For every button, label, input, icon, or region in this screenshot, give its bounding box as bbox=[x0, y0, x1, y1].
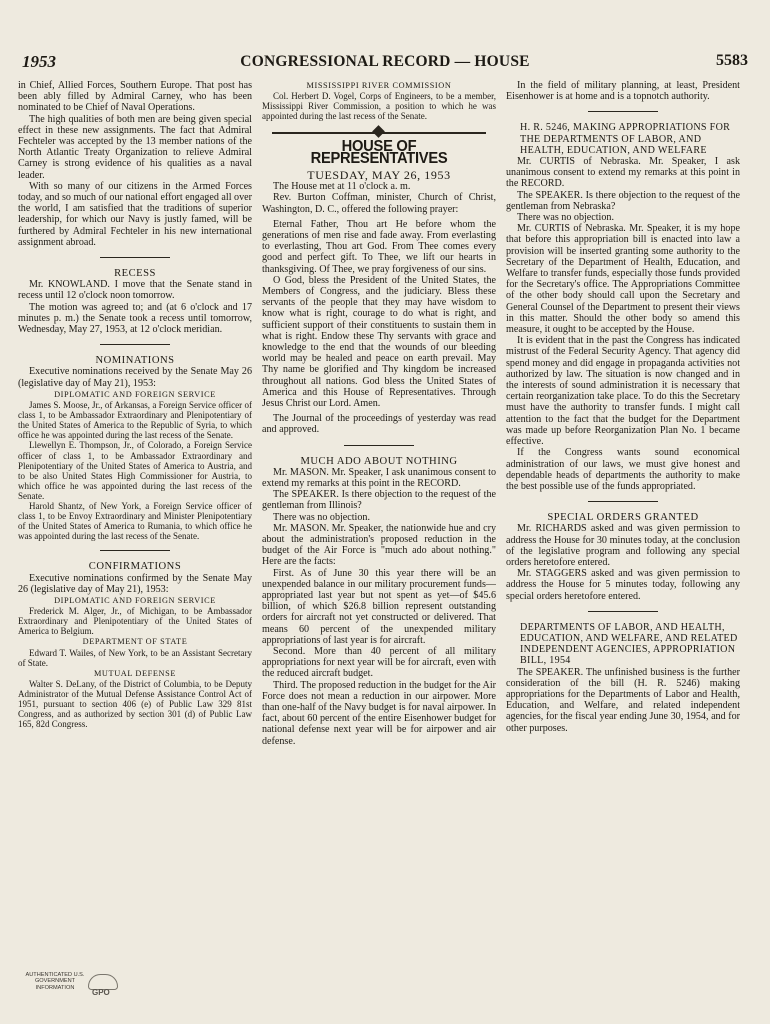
section-heading-departments-bill: DEPARTMENTS OF LABOR, AND HEALTH, EDUCATION, AND WELFARE, AND RELATED INDEPENDENT AGENCIES, APPROPRIATION BILL, 1954 bbox=[520, 621, 738, 667]
paragraph: Second. More than 40 percent of all military appropriations for next year will be for aircraft, even with the reduced aircraft budget. bbox=[262, 646, 496, 680]
paragraph: There was no objection. bbox=[273, 511, 370, 523]
paragraph: Mr. CURTIS of Nebraska. Mr. Speaker, it is my hope that before this appropriation bill is enacted into law a provision will be inserted granting some authority to the Secretary of the Department of Health, Education, and Welfare to transfer funds, especially those funds provided for the Secretary's office. The Appropriations Committee of the other body should call upon the Secretary and General Counsel of the Department to present their views in this matter. Should the other body so amend this measure, it ought to be accepted by the House. bbox=[506, 223, 740, 336]
paragraph: The House met at 11 o'clock a. m. bbox=[273, 181, 411, 193]
column-3 bbox=[506, 80, 740, 970]
subheading: DIPLOMATIC AND FOREIGN SERVICE bbox=[54, 596, 216, 605]
paragraph: There was no objection. bbox=[517, 212, 614, 224]
paragraph: Mr. MASON. Mr. Speaker, the nationwide hue and cry about the administration's proposed reduction in the budget of the Air Force is "much ado about nothing." Here are the facts: bbox=[262, 522, 496, 568]
paragraph: Rev. Burton Coffman, minister, Church of Christ, Washington, D. C., offered the following prayer: bbox=[262, 192, 496, 215]
section-divider bbox=[588, 501, 658, 502]
paragraph: The SPEAKER. Is there objection to the request of the gentleman from Nebraska? bbox=[506, 189, 740, 212]
paragraph: James S. Moose, Jr., of Arkansas, a Foreign Service officer of class 1, to be Ambassador Extraordinary and Plenipotentiary of the United States of America to the Republic of Syria, to which office he was appointed during the last recess of the Senate. bbox=[18, 400, 252, 441]
house-heading: HOUSE OF REPRESENTATIVES bbox=[310, 138, 448, 167]
session-date: TUESDAY, MAY 26, 1953 bbox=[307, 167, 451, 182]
paragraph: Executive nominations received by the Senate May 26 (legislative day of May 21), 1953: bbox=[18, 366, 252, 389]
paragraph: Executive nominations confirmed by the Senate May 26 (legislative day of May 21), 1953: bbox=[18, 572, 252, 595]
section-divider bbox=[344, 445, 414, 446]
paragraph: With so many of our citizens in the Armed Forces today, and so much of our national effort engaged all over the world, I am satisfied that the traditions of superior leadership, for which our Navy is justly famed, will be furthered by Admiral Fechteler in his new international assignment abroad. bbox=[18, 180, 252, 248]
subheading: DIPLOMATIC AND FOREIGN SERVICE bbox=[54, 389, 216, 399]
column-2 bbox=[262, 80, 496, 970]
subheading: MISSISSIPPI RIVER COMMISSION bbox=[306, 81, 452, 90]
section-divider bbox=[100, 257, 170, 258]
page-header bbox=[18, 52, 752, 74]
header-title: CONGRESSIONAL RECORD — HOUSE bbox=[240, 53, 530, 70]
header-year: 1953 bbox=[22, 52, 56, 71]
logo-caption: AUTHENTICATED U.S. GOVERNMENT INFORMATION bbox=[25, 972, 85, 991]
paragraph: The SPEAKER. The unfinished business is the further consideration of the bill (H. R. 5246) making appropriations for the Departments of Labor and Health, Education, and Welfare, and related independent agencies, for the fiscal year ending June 30, 1954, and for other purposes. bbox=[506, 666, 740, 734]
section-divider bbox=[588, 611, 658, 612]
paragraph: Mr. RICHARDS asked and was given permission to address the House for 30 minutes today, at the conclusion of the legislative program and following any special orders heretofore entered. bbox=[506, 523, 740, 568]
prayer-paragraph: Eternal Father, Thou art He before whom the generations of men rise and fade away. From everlasting to everlasting, Thou art God. From Thee comes every good and perfect gift. To Thee, we lift our hearts in thanksgiving. Of Thee, we pray forgiveness of our sins. bbox=[262, 218, 496, 275]
section-divider bbox=[100, 344, 170, 345]
paragraph: Frederick M. Alger, Jr., of Michigan, to be Ambassador Extraordinary and Plenipotentiary of the United States of America to Belgium. bbox=[18, 606, 252, 637]
paragraph: Mr. MASON. Mr. Speaker, I ask unanimous consent to extend my remarks at this point in the RECORD. bbox=[262, 466, 496, 489]
prayer-paragraph: O God, bless the President of the United States, the Members of Congress, and the judiciary. Bless these servants of the people that they may have wisdom to know what is right, courage to do what is right, and sufficient support of their constituents to sustain them in what is right. Endow these Thy servants with grace and knowledge to the end that the wounds of our bleeding world may be healed and peace on earth prevail. May Thy name be glorified and Thy kingdom be increased throughout all nations. God bless the United States of America and this House of Representatives. Through Jesus Christ our Lord. Amen. bbox=[262, 274, 496, 409]
paragraph: Harold Shantz, of New York, a Foreign Service officer of class 1, to be Envoy Extraordinary and Minister Plenipotentiary of the United States of America to Rumania, to which office he was appointed during the last recess of the Senate. bbox=[18, 501, 252, 542]
section-heading-recess: RECESS bbox=[114, 268, 156, 280]
paragraph: Walter S. DeLany, of the District of Columbia, to be Deputy Administrator of the Mutual Defense Assistance Control Act of 1951, pursuant to section 406 (e) of Public Law 329 81st Congress, and as authorized by section 301 (d) of Public Law 165, 82d Congress. bbox=[18, 679, 252, 730]
paragraph: Mr. KNOWLAND. I move that the Senate stand in recess until 12 o'clock noon tomorrow. bbox=[18, 279, 252, 302]
paragraph: The Journal of the proceedings of yesterday was read and approved. bbox=[262, 413, 496, 436]
paragraph: The high qualities of both men are being given special effect in these new assignments. The fact that Admiral Fechteler was accepted by the 13 member nations of the North Atlantic Treaty Organization to relieve Admiral Carney is strong evidence of his qualities as a naval leader. bbox=[18, 113, 252, 181]
paragraph: Edward T. Wailes, of New York, to be an Assistant Secretary of State. bbox=[18, 647, 252, 668]
section-heading-special-orders: SPECIAL ORDERS GRANTED bbox=[547, 512, 699, 524]
paragraph: Mr. STAGGERS asked and was given permission to address the House for 5 minutes today, following any special orders heretofore entered. bbox=[506, 568, 740, 602]
subheading: DEPARTMENT OF STATE bbox=[82, 637, 188, 647]
section-divider bbox=[100, 550, 170, 551]
paragraph: Third. The proposed reduction in the budget for the Air Force does not mean a reduction in our airpower. More than one-half of the Navy budget is for naval airpower. In fact, about 60 percent of the entire Eisenhower budget for national defense next year will be for airpower and air defense. bbox=[262, 679, 496, 747]
gpo-authentication-logo bbox=[20, 972, 130, 1012]
paragraph: The SPEAKER. Is there objection to the request of the gentleman from Illinois? bbox=[262, 489, 496, 512]
paragraph: In the field of military planning, at least, President Eisenhower is at home and is a topnotch authority. bbox=[506, 80, 740, 103]
paragraph: If the Congress wants sound economical administration of our laws, we must give honest and dependable heads of departments the authority to make the best possible use of the funds appropriated. bbox=[506, 447, 740, 492]
ornament-divider bbox=[262, 127, 496, 137]
section-heading-hr-5246: H. R. 5246, MAKING APPROPRIATIONS FOR THE DEPARTMENTS OF LABOR, AND HEALTH, EDUCATION, AND WELFARE bbox=[520, 122, 731, 156]
section-heading-confirmations: CONFIRMATIONS bbox=[88, 561, 182, 573]
paragraph: Mr. CURTIS of Nebraska. Mr. Speaker, I ask unanimous consent to extend my remarks at this point in the RECORD. bbox=[506, 156, 740, 190]
paragraph: The motion was agreed to; and (at 6 o'clock and 17 minutes p. m.) the Senate took a recess until tomorrow, Wednesday, May 27, 1953, at 12 o'clock meridian. bbox=[18, 301, 252, 336]
section-heading-nominations: NOMINATIONS bbox=[95, 355, 175, 367]
paragraph: First. As of June 30 this year there will be an unexpended balance in our military procurement funds—appropriated last year but not spent as yet—of $45.6 billion, of which $26.8 billion represent outstanding orders for aircraft not yet constructed or delivered. That means 60 percent of the unexpended military appropriations of last year is for aircraft. bbox=[262, 567, 496, 646]
paragraph: It is evident that in the past the Congress has indicated mistrust of the Federal Security Agency. That agency did spend money and did engage in propaganda activities not authorized by law. The situation is now changed and in the interests of sound administration it is necessary that certain reorganization take place. To do this the Secretary must have the authority to transfer funds. I might call attention to the fact that the budget for the Department was made up before Reorganization Plan No. 1 became effective. bbox=[506, 335, 740, 448]
section-heading-much-ado: MUCH ADO ABOUT NOTHING bbox=[300, 455, 458, 467]
paragraph: in Chief, Allied Forces, Southern Europe. That post has been ably filled by Admiral Carney, who has been nominated to be Chief of Naval Operations. bbox=[18, 80, 252, 114]
paragraph: Llewellyn E. Thompson, Jr., of Colorado, a Foreign Service officer of class 1, to be Ambassador Extraordinary and Plenipotentiary of the United States of America to Austria, and to be also United States High Commissioner for Austria, to which office he was appointed during the last recess of the Senate. bbox=[18, 440, 252, 501]
subheading: MUTUAL DEFENSE bbox=[93, 668, 177, 678]
header-page-number: 5583 bbox=[716, 52, 748, 69]
gpo-mark: GPO bbox=[92, 988, 110, 997]
section-divider bbox=[588, 111, 658, 112]
column-1 bbox=[18, 80, 252, 970]
paragraph: Col. Herbert D. Vogel, Corps of Engineers, to be a member, Mississippi River Commission, a position to which he was appointed during the last recess of the Senate. bbox=[262, 91, 496, 122]
